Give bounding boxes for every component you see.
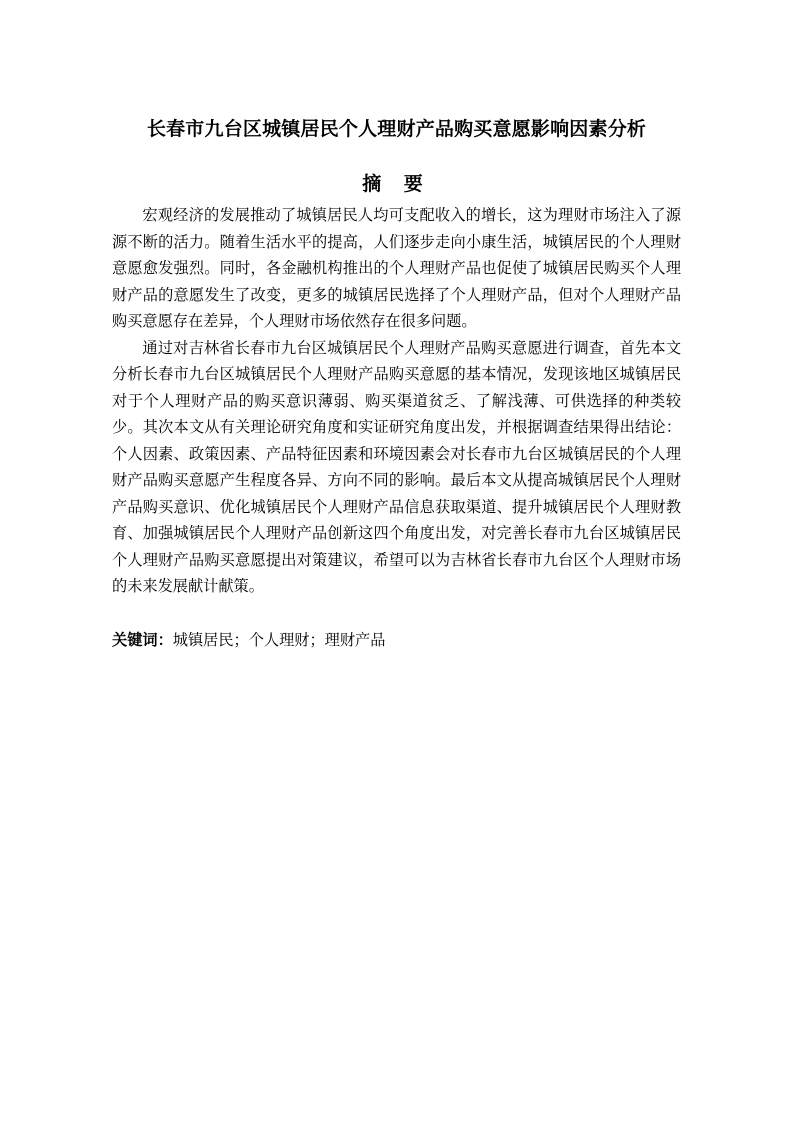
keywords-label: 关键词：	[112, 630, 173, 649]
abstract-heading: 摘 要	[362, 173, 431, 195]
abstract-body	[112, 202, 681, 600]
keywords-text: 城镇居民；个人理财；理财产品	[172, 630, 386, 649]
keywords-line	[112, 627, 681, 653]
abstract-paragraph-2: 通过对吉林省长春市九台区城镇居民个人理财产品购买意愿进行调查，首先本文分析长春市九台区城镇居民个人理财产品购买意愿的基本情况，发现该地区城镇居民对于个人理财产品的购买意识薄弱、购买渠道贫乏、了解浅薄、可供选择的种类较少。其次本文从有关理论研究角度和实证研究角度出发，并根据调查结果得出结论：个人因素、政策因素、产品特征因素和环境因素会对长春市九台区城镇居民的个人理财产品购买意愿产生程度各异、方向不同的影响。最后本文从提高城镇居民个人理财产品购买意识、优化城镇居民个人理财产品信息获取渠道、提升城镇居民个人理财教育、加强城镇居民个人理财产品创新这四个角度出发，对完善长春市九台区城镇居民个人理财产品购买意愿提出对策建议，希望可以为吉林省长春市九台区个人理财市场的未来发展献计献策。	[112, 338, 681, 595]
abstract-paragraph-1: 宏观经济的发展推动了城镇居民人均可支配收入的增长，这为理财市场注入了源源不断的活力。随着生活水平的提高，人们逐步走向小康生活，城镇居民的个人理财意愿愈发强烈。同时，各金融机构推出的个人理财产品也促使了城镇居民购买个人理财产品的意愿发生了改变，更多的城镇居民选择了个人理财产品，但对个人理财产品购买意愿存在差异，个人理财市场依然存在很多问题。	[112, 206, 681, 330]
document-title: 长春市九台区城镇居民个人理财产品购买意愿影响因素分析	[146, 118, 647, 140]
